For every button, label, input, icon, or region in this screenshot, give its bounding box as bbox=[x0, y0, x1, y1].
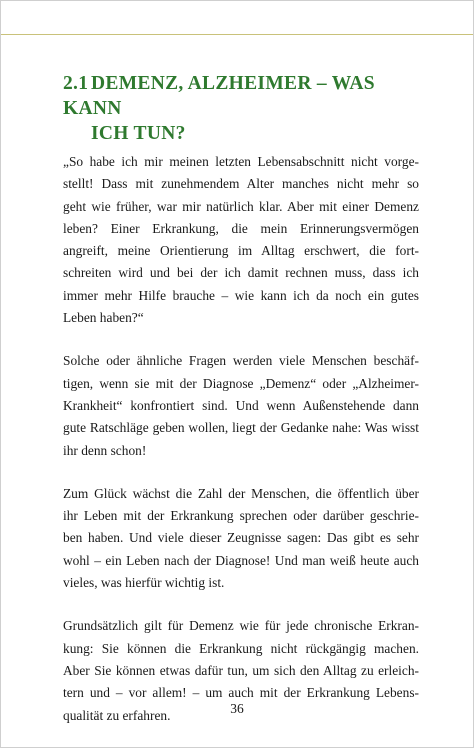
paragraph bbox=[63, 151, 419, 329]
text-line: kung: Sie können die Erkrankung nicht rückgängig machen. bbox=[63, 640, 419, 656]
text-line: qualität zu erfahren. bbox=[63, 707, 171, 723]
text-line: Grundsätzlich gilt für Demenz wie für jede chronische Erkran- bbox=[63, 618, 419, 634]
text-line: ihr Leben mit der Erkrankung sprechen oder darüber geschrie- bbox=[63, 508, 419, 524]
chapter-number: 2.1 bbox=[63, 73, 89, 94]
chapter-title-line-1: DEMENZ, ALZHEIMER – WAS KANN bbox=[63, 73, 375, 119]
text-line: stellt! Dass mit zunehmendem Alter manches nicht mehr so bbox=[63, 176, 419, 192]
text-line: tigen, wenn sie mit der Diagnose „Demenz“ oder „Alzheimer- bbox=[63, 375, 419, 391]
text-line: tern und – vor allem! – um auch mit der Erkrankung Lebens- bbox=[63, 685, 419, 701]
text-line: immer mehr Hilfe brauche – wie kann ich da noch ein gutes bbox=[63, 287, 419, 303]
paragraph bbox=[63, 483, 419, 594]
body-text bbox=[63, 151, 419, 748]
text-line: wohl – ein Leben nach der Diagnose! Und man weiß heute auch bbox=[63, 552, 419, 568]
header-rule bbox=[1, 34, 473, 35]
text-line: Aber Sie können etwas dafür tun, um sich den Alltag zu erleich- bbox=[63, 662, 419, 678]
text-line: Solche oder ähnliche Fragen werden viele Menschen beschäf- bbox=[63, 353, 419, 369]
text-line: Zum Glück wächst die Zahl der Menschen, die öffentlich über bbox=[63, 485, 419, 501]
text-line: angreift, meine Orientierung im Alltag erschwert, die fort- bbox=[63, 243, 419, 259]
page-number: 36 bbox=[230, 701, 244, 716]
text-line: vieles, was hierfür wichtig ist. bbox=[63, 575, 225, 591]
text-line: geht wie früher, war mir natürlich klar. Aber mit einer Demenz bbox=[63, 198, 419, 214]
paragraph bbox=[63, 350, 419, 461]
text-line: Krankheit“ konfrontiert sind. Und wenn Außenstehende dann bbox=[63, 397, 419, 413]
text-line: ihr denn schon! bbox=[63, 442, 147, 458]
text-line: „So habe ich mir meinen letzten Lebensabschnitt nicht vorge- bbox=[63, 154, 419, 169]
text-line: Leben haben?“ bbox=[63, 310, 144, 326]
text-line: ben haben. Und viele dieser Zeugnisse sagen: Das gibt es sehr bbox=[63, 530, 419, 546]
chapter-title bbox=[63, 71, 433, 146]
text-line: leben? Einer Erkrankung, die mein Erinnerungsvermögen bbox=[63, 220, 419, 236]
text-line: gute Ratschläge geben wollen, liegt der Gedanke nahe: Was wisst bbox=[63, 420, 419, 436]
chapter-title-line-2: ICH TUN? bbox=[91, 123, 186, 144]
text-line: schreiten wird und bei der ich damit rechnen muss, dass ich bbox=[63, 265, 419, 281]
